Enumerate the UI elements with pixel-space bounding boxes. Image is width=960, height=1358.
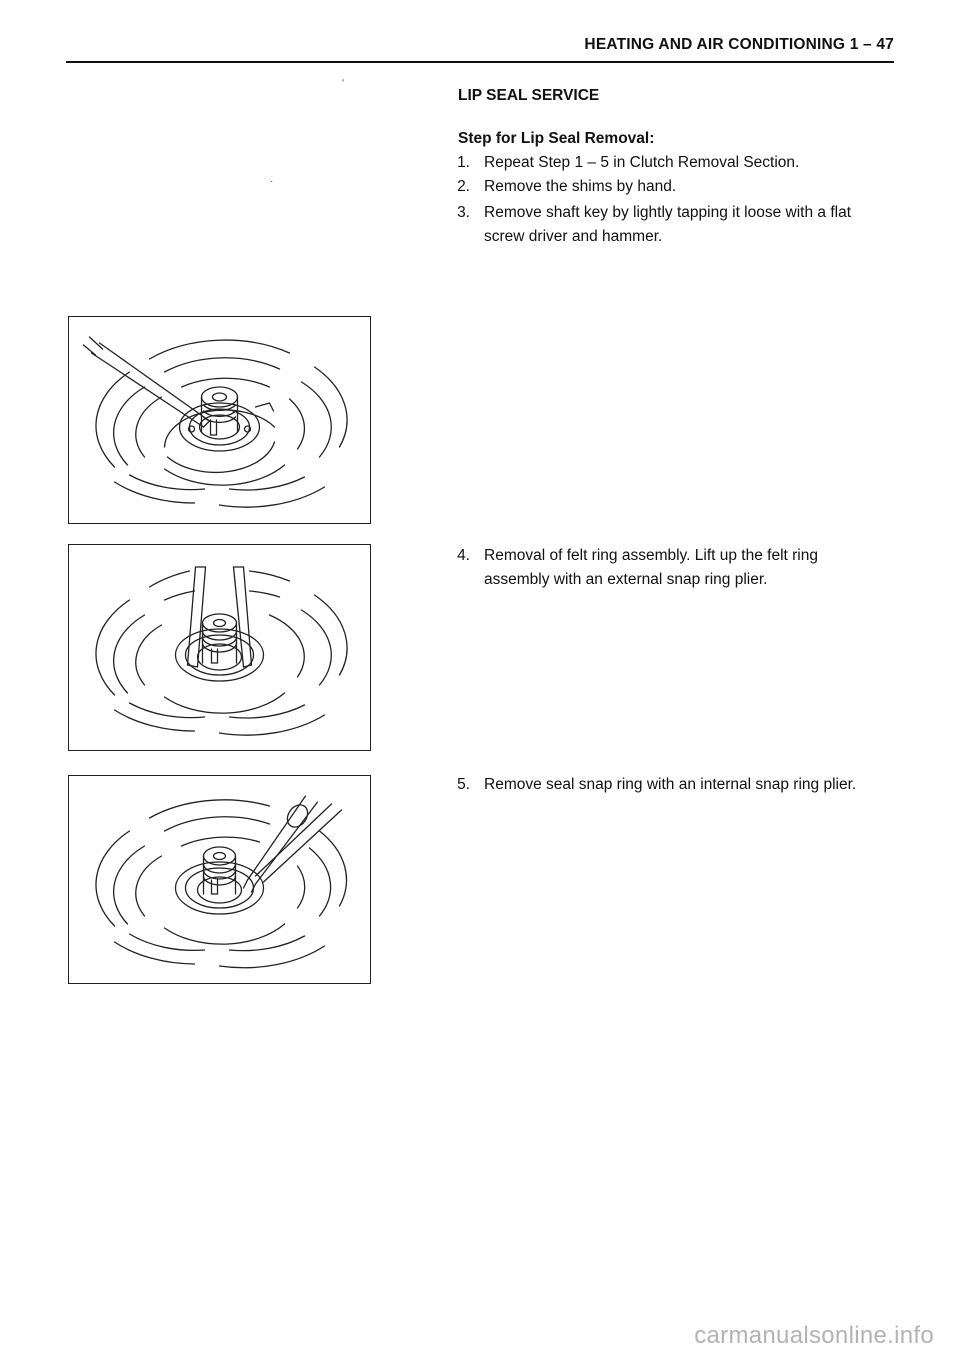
compressor-drawing-2	[69, 545, 370, 750]
figure-shaft-key-removal	[68, 316, 371, 524]
step-5	[444, 773, 914, 797]
scan-mark: ‘	[342, 78, 345, 89]
step-1	[444, 151, 904, 175]
step-1-text-line-1: Repeat Step 1 – 5 in Clutch Removal Section.	[484, 154, 800, 171]
compressor-drawing-1	[69, 317, 370, 523]
section-title: LIP SEAL SERVICE	[458, 87, 600, 104]
step-3-text-line-1: Remove shaft key by lightly tapping it loose with a flat	[484, 204, 852, 221]
step-5-number: 5.	[457, 776, 470, 793]
figure-seal-snap-ring-removal	[68, 775, 371, 984]
compressor-drawing-3	[69, 776, 370, 983]
step-3-text-line-2: screw driver and hammer.	[484, 228, 663, 245]
step-2	[444, 175, 904, 199]
figure-felt-ring-removal	[68, 544, 371, 751]
scan-mark: ·	[270, 176, 274, 187]
step-1-number: 1.	[457, 154, 470, 171]
step-4-text-line-2: assembly with an external snap ring plier.	[484, 571, 768, 588]
step-5-text-line-1: Remove seal snap ring with an internal snap ring plier.	[484, 776, 857, 793]
step-4	[444, 544, 904, 592]
step-2-text-line-1: Remove the shims by hand.	[484, 178, 677, 195]
step-4-text-line-1: Removal of felt ring assembly. Lift up the felt ring	[484, 547, 818, 564]
step-2-number: 2.	[457, 178, 470, 195]
step-3	[444, 201, 904, 249]
watermark-text: carmanualsonline.info	[694, 1322, 934, 1349]
header-rule	[66, 61, 894, 63]
step-4-number: 4.	[457, 547, 470, 564]
steps-subheading: Step for Lip Seal Removal:	[458, 130, 655, 147]
step-3-number: 3.	[457, 204, 470, 221]
page-header-title: HEATING AND AIR CONDITIONING 1 – 47	[584, 36, 894, 53]
